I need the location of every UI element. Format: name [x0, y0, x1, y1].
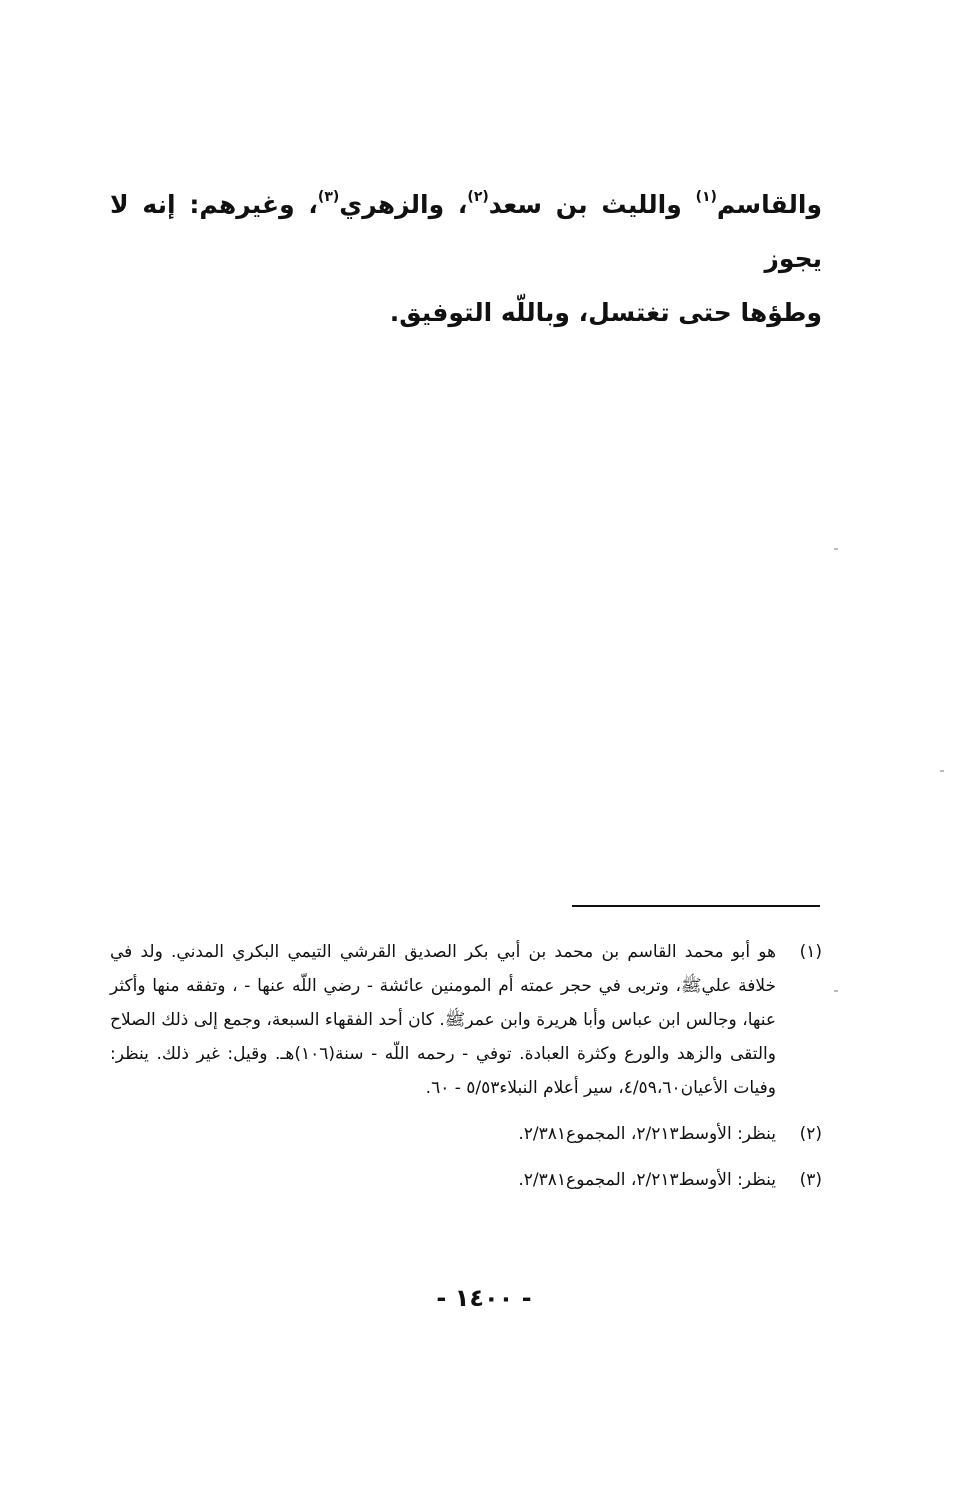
- main-text-line: وطؤها حتى تغتسل، وباللّه التوفيق.: [389, 298, 822, 327]
- footnote-number: (٣): [799, 1170, 822, 1190]
- page-number: - ١٤٠٠ -: [436, 1284, 532, 1312]
- footnote-text: ينظر: الأوسط٢/٢١٣، المجموع٢/٣٨١.: [518, 1170, 776, 1190]
- footnote-ref-3[interactable]: (٣): [317, 189, 340, 205]
- footnote-2: [110, 1117, 822, 1151]
- footnote-number: (١): [799, 942, 822, 962]
- main-text-segment: والليث بن سعد: [488, 190, 696, 219]
- main-text-segment: والقاسم: [716, 190, 822, 219]
- footnote-ref-1[interactable]: (١): [695, 189, 717, 205]
- main-text-segment: ، وغيرهم: إنه لا يجوز: [110, 190, 822, 273]
- footnote-text: ينظر: الأوسط٢/٢١٣، المجموع٢/٣٨١.: [518, 1124, 776, 1144]
- footnote-3: [110, 1163, 822, 1197]
- scan-speck: [940, 770, 944, 772]
- footnote-number: (٢): [799, 1124, 822, 1144]
- main-text-segment: ، والزهري: [339, 190, 468, 219]
- footnote-separator: [572, 905, 820, 907]
- scan-speck: [834, 548, 838, 550]
- footnotes-section: [110, 935, 822, 1209]
- main-paragraph: [110, 178, 822, 340]
- footnote-ref-2[interactable]: (٢): [467, 189, 489, 205]
- footnote-text: هو أبو محمد القاسم بن محمد بن أبي بكر الصديق القرشي التيمي البكري المدني. ولد في خلافة عليﷺ، وتربى في حجر عمته أم المومنين عائشة - رضي اللّه عنها - ، وتفقه منها وأكثر عنها، وجالس ابن عباس وأبا هريرة وابن عمرﷺ. كان أحد الفقهاء السبعة، وجمع إلى ذلك الصلاح والتقى والزهد والورع وكثرة العبادة. توفي - رحمه اللّه - سنة(١٠٦)هـ. وقيل: غير ذلك. ينظر: وفيات الأعيان٤/٥٩،٦٠، سير أعلام النبلاء٥/٥٣ - ٦٠.: [110, 942, 776, 1098]
- footnote-1: [110, 935, 822, 1105]
- scan-speck: [834, 990, 838, 992]
